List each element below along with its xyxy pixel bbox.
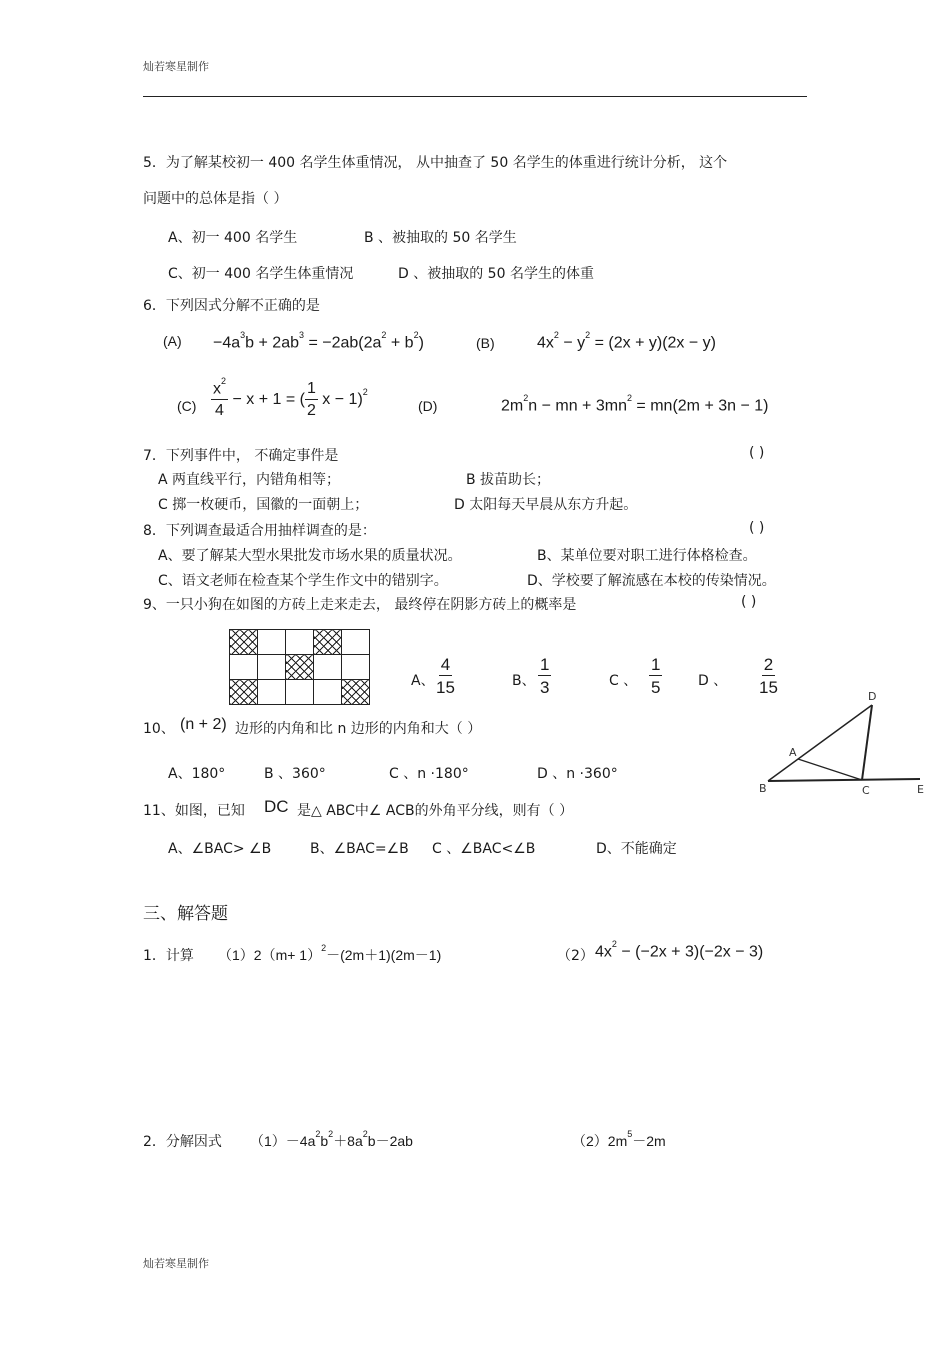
q5-line2: 问题中的总体是指（ ） bbox=[143, 191, 288, 207]
q10-expression: (n + 2) bbox=[180, 716, 227, 733]
q7-option-b: B 拔苗助长； bbox=[466, 472, 551, 488]
q10-option-b: B 、360° bbox=[264, 766, 326, 782]
q11-prefix: 11、如图，已知 bbox=[143, 803, 245, 819]
tile-row bbox=[230, 655, 370, 680]
q8-option-d: D、学校要了解流感在本校的传染情况。 bbox=[527, 573, 776, 589]
shaded-tile bbox=[230, 680, 258, 705]
point-d-label: D bbox=[868, 690, 877, 703]
line-dc bbox=[862, 705, 872, 780]
q9-b-denominator: 3 bbox=[540, 678, 550, 697]
q11-stem: 是△ ABC中∠ ACB的外角平分线，则有（ ） bbox=[297, 803, 574, 819]
q9-option-c-label: C 、 bbox=[609, 673, 638, 689]
shaded-tile bbox=[342, 680, 370, 705]
page-header: 灿若寒星制作 bbox=[143, 60, 209, 73]
q6-stem: 6．下列因式分解不正确的是 bbox=[143, 298, 320, 314]
page-footer: 灿若寒星制作 bbox=[143, 1257, 209, 1270]
q9-a-denominator: 15 bbox=[436, 678, 455, 697]
q10-stem: 边形的内角和比 n 边形的内角和大（ ） bbox=[235, 721, 482, 737]
q5-option-b: B 、被抽取的 50 名学生 bbox=[364, 230, 517, 246]
q7-option-c: C 掷一枚硬币，国徽的一面朝上； bbox=[158, 497, 369, 513]
q9-option-a-fraction bbox=[436, 656, 455, 696]
s1-part2-label: （2） bbox=[557, 948, 594, 964]
s2-part2: $(2)2m^5-2m$ bbox=[572, 1129, 666, 1149]
plain-tile bbox=[286, 630, 314, 655]
q5-option-a: A、初一 400 名学生 bbox=[168, 230, 298, 246]
plain-tile bbox=[258, 680, 286, 705]
q11-option-b: B、∠BAC=∠B bbox=[310, 841, 409, 857]
q6-expr-d: $2m^2n$ − mn + $3mn^2 = mn(2m + 3n - 1)$ bbox=[501, 393, 769, 415]
plain-tile bbox=[314, 655, 342, 680]
q8-option-a: A、要了解某大型水果批发市场水果的质量状况。 bbox=[158, 548, 462, 564]
q9-option-d-label: D 、 bbox=[698, 673, 728, 689]
q10-option-d: D 、n ·360° bbox=[537, 766, 618, 782]
shaded-tile bbox=[314, 630, 342, 655]
line-bd bbox=[768, 705, 872, 781]
s2-label: 2．分解因式 bbox=[143, 1134, 222, 1150]
plain-tile bbox=[258, 655, 286, 680]
point-b-label: B bbox=[759, 782, 767, 795]
plain-tile bbox=[342, 630, 370, 655]
q6-label-b: (B) bbox=[476, 335, 495, 351]
s2-part1-head: （1）－4a bbox=[250, 1133, 316, 1149]
q6-label-c: (C) bbox=[177, 398, 197, 414]
q9-option-c-fraction bbox=[649, 656, 662, 696]
line-ac bbox=[798, 759, 862, 780]
shaded-tile bbox=[286, 655, 314, 680]
q6-label-d: (D) bbox=[418, 398, 438, 414]
q9-c-numerator: 1 bbox=[651, 655, 661, 674]
q9-a-numerator: 4 bbox=[440, 655, 451, 674]
q6-expr-b: $4x^2 - y^2 = (2x + y)(2x - y)$ bbox=[537, 330, 716, 352]
q7-answer-paren: ( ) bbox=[749, 445, 765, 461]
s1-part1: $(1)2(m+ 1)^2-(2m+1)(2m-1)$ bbox=[218, 943, 442, 963]
q9-d-denominator: 15 bbox=[759, 678, 778, 697]
header-rule bbox=[143, 96, 807, 97]
s2-part2-tail: －2m bbox=[632, 1133, 666, 1149]
section-title: 三、解答题 bbox=[143, 904, 228, 924]
s2-part2-head: （2）2m bbox=[572, 1133, 628, 1149]
s1-part2-expr: $4x^2 - (-2x + 3)(-2x - 3)$ bbox=[595, 939, 764, 961]
q11-option-c: C 、∠BAC<∠B bbox=[432, 841, 536, 857]
q9-c-denominator: 5 bbox=[651, 678, 661, 697]
q9-b-numerator: 1 bbox=[540, 655, 550, 674]
q8-answer-paren: ( ) bbox=[749, 520, 765, 536]
line-be bbox=[768, 779, 920, 781]
q6-expr-c: $\frac{x^2}{4}$ − x + 1 = ( $\frac{1}{2}$ x − 1)$^2$ bbox=[213, 376, 368, 420]
q9-answer-paren: ( ) bbox=[741, 594, 757, 610]
point-c-label: C bbox=[862, 784, 870, 797]
q6-expr-a: $-4a^3b + 2ab^3 = -2ab(2a^2 + b^2)$ bbox=[213, 330, 424, 352]
s1-part1-head: （1）2（m+ 1） bbox=[218, 947, 322, 963]
q5-line1: 5．为了解某校初一 400 名学生体重情况， 从中抽查了 50 名学生的体重进行统计分析， 这个 bbox=[143, 155, 728, 171]
q9-stem: 9、一只小狗在如图的方砖上走来走去， 最终停在阴影方砖上的概率是 bbox=[143, 597, 577, 613]
q9-d-numerator: 2 bbox=[763, 655, 774, 674]
q10-option-a: A、180° bbox=[168, 766, 226, 782]
q11-option-a: A、∠BAC> ∠B bbox=[168, 841, 272, 857]
point-e-label: E bbox=[917, 783, 924, 796]
q8-stem: 8．下列调查最适合用抽样调查的是： bbox=[143, 523, 376, 539]
q9-option-a-label: A、 bbox=[411, 673, 435, 689]
tile-grid bbox=[229, 629, 370, 705]
q5-option-c: C、初一 400 名学生体重情况 bbox=[168, 266, 354, 282]
s1-part1-tail: －(2m＋1)(2m－1) bbox=[326, 947, 442, 963]
plain-tile bbox=[342, 655, 370, 680]
shaded-tile bbox=[230, 630, 258, 655]
q8-option-b: B、某单位要对职工进行体格检查。 bbox=[537, 548, 757, 564]
q6-label-a: (A) bbox=[163, 333, 182, 349]
q7-option-a: A 两直线平行，内错角相等； bbox=[158, 472, 341, 488]
plain-tile bbox=[286, 680, 314, 705]
q7-stem: 7．下列事件中， 不确定事件是 bbox=[143, 448, 339, 464]
plain-tile bbox=[314, 680, 342, 705]
s2-part1: $(1)-4a^2b^2+8a^2b-2ab$ bbox=[250, 1129, 413, 1149]
q10-prefix: 10、 bbox=[143, 721, 175, 737]
q9-option-b-fraction bbox=[538, 656, 551, 696]
plain-tile bbox=[258, 630, 286, 655]
plain-tile bbox=[230, 655, 258, 680]
tile-row bbox=[230, 630, 370, 655]
tile-row bbox=[230, 680, 370, 705]
s1-label: 1．计算 bbox=[143, 948, 194, 964]
q5-option-d: D 、被抽取的 50 名学生的体重 bbox=[398, 266, 594, 282]
q9-option-b-label: B、 bbox=[512, 673, 536, 689]
triangle-figure bbox=[750, 685, 935, 800]
q11-dc: DC bbox=[264, 797, 289, 816]
q11-option-d: D、不能确定 bbox=[596, 841, 677, 857]
q8-option-c: C、语文老师在检查某个学生作文中的错别字。 bbox=[158, 573, 448, 589]
q10-option-c: C 、n ·180° bbox=[389, 766, 469, 782]
q7-option-d: D 太阳每天早晨从东方升起。 bbox=[454, 497, 638, 513]
point-a-label: A bbox=[789, 746, 797, 759]
